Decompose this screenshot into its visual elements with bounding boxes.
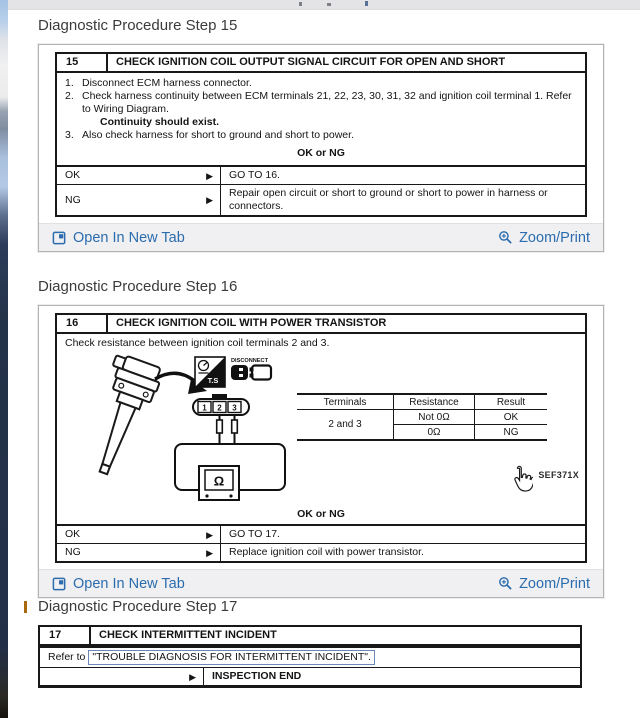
instruction-text: Check resistance between ignition coil terminals 2 and 3.	[65, 337, 330, 349]
table-header-row	[297, 394, 547, 410]
link-label: Zoom/Print	[519, 575, 590, 592]
svg-text:3: 3	[232, 403, 237, 413]
col-header: Result	[475, 394, 548, 410]
coil-connector-pins	[193, 394, 249, 415]
ok-row	[57, 524, 585, 543]
resistance-result-table	[297, 393, 547, 441]
diagnostic-table-step16	[55, 313, 587, 563]
step-number: 16	[57, 315, 108, 332]
refer-row	[40, 646, 580, 667]
item-number: 2.	[65, 90, 74, 102]
item-number: 1.	[65, 77, 74, 89]
item-text: Check harness continuity between ECM terminals 21, 22, 23, 30, 31, 32 and ignition coil terminal 1. Refer to Wiring Diagram.	[82, 90, 572, 115]
section-step15	[38, 16, 604, 252]
zoom-print-link[interactable]	[498, 576, 590, 592]
table-header-row	[40, 627, 580, 646]
result-cell	[57, 526, 221, 543]
arrow-right-icon: ▶	[206, 529, 213, 540]
link-label: Zoom/Print	[519, 229, 590, 246]
col-header: Resistance	[394, 394, 475, 410]
link-label: Open In New Tab	[73, 575, 185, 592]
inspection-end-row	[40, 667, 580, 685]
section-step16	[38, 277, 604, 598]
diagnostic-table-step15	[55, 52, 587, 217]
link-label: Open In New Tab	[73, 229, 185, 246]
mouse-cursor-hand	[507, 465, 533, 495]
svg-text:DISCONNECT: DISCONNECT	[231, 358, 268, 364]
step-heading: CHECK INTERMITTENT INCIDENT	[99, 629, 277, 641]
figure-reference-code: SEF371X	[538, 470, 579, 480]
resistance-cell: Not 0Ω	[394, 410, 475, 425]
left-window-edge	[0, 0, 8, 718]
instruction-item	[65, 90, 577, 116]
result-cell	[40, 668, 204, 685]
col-header: Terminals	[297, 394, 394, 410]
section-step17	[38, 597, 604, 688]
action-text: Repair open circuit or short to ground or short to power in harness or connectors.	[229, 187, 548, 212]
result-cell: NG	[475, 425, 548, 441]
ignition-coil-drawing	[77, 353, 164, 480]
emphasis-line: Continuity should exist.	[100, 116, 220, 128]
result-cell	[57, 185, 221, 215]
ng-row	[57, 543, 585, 561]
ng-row	[57, 184, 585, 215]
table-row	[297, 410, 547, 425]
text-caret-artifact	[24, 601, 27, 613]
card-footer	[39, 223, 603, 251]
disconnect-icon	[231, 358, 271, 380]
arrow-right-icon: ▶	[206, 547, 213, 558]
ok-label: OK	[65, 528, 81, 540]
refer-prefix: Refer to	[48, 651, 86, 663]
arrow-right-icon: ▶	[206, 170, 213, 181]
resistance-cell: 0Ω	[394, 425, 475, 441]
arrow-right-icon: ▶	[189, 671, 196, 682]
ohmmeter-circuit	[175, 415, 285, 500]
table-header-row	[57, 54, 585, 73]
ng-label: NG	[65, 193, 81, 206]
ok-row	[57, 165, 585, 184]
ok-or-ng-label: OK or NG	[297, 147, 345, 159]
procedure-card	[38, 305, 604, 598]
step-heading: CHECK IGNITION COIL WITH POWER TRANSISTOR	[116, 317, 387, 329]
result-cell: OK	[475, 410, 548, 425]
zoom-icon	[498, 230, 513, 245]
result-cell	[57, 544, 221, 561]
section-title: Diagnostic Procedure Step 16	[38, 278, 238, 295]
svg-text:2: 2	[217, 403, 222, 413]
section-title: Diagnostic Procedure Step 17	[38, 598, 238, 615]
ts-probe-icon	[195, 357, 225, 387]
action-text: Replace ignition coil with power transistor.	[229, 546, 424, 558]
svg-text:1: 1	[202, 403, 207, 413]
refer-link[interactable]: "TROUBLE DIAGNOSIS FOR INTERMITTENT INCIDENT".	[88, 650, 375, 665]
scanned-document	[39, 306, 603, 569]
toolbar-text-fragment	[365, 1, 368, 6]
ok-or-ng-label: OK or NG	[297, 508, 345, 520]
ok-label: OK	[65, 169, 81, 181]
terminals-cell: 2 and 3	[297, 410, 394, 441]
procedure-card	[38, 44, 604, 252]
action-text: GO TO 17.	[229, 528, 280, 540]
open-in-new-tab-icon	[52, 230, 67, 245]
step-number: 17	[40, 627, 91, 644]
item-number: 3.	[65, 129, 74, 141]
scanned-document	[39, 45, 603, 223]
card-footer	[39, 569, 603, 597]
ng-label: NG	[65, 546, 81, 558]
instruction-item	[65, 129, 577, 142]
open-in-new-tab-link[interactable]	[52, 230, 185, 246]
instruction-item	[65, 77, 577, 90]
table-header-row	[57, 315, 585, 334]
svg-text:Ω: Ω	[213, 473, 225, 489]
open-in-new-tab-link[interactable]	[52, 576, 185, 592]
toolbar-text-fragment	[327, 3, 331, 6]
step-number: 15	[57, 54, 108, 71]
action-text: GO TO 16.	[229, 169, 280, 181]
ignition-coil-diagram	[57, 353, 327, 503]
zoom-icon	[498, 576, 513, 591]
diagnostic-table-step17	[38, 625, 582, 688]
instructions	[57, 73, 585, 165]
result-cell	[57, 167, 221, 184]
top-toolbar-edge	[0, 0, 640, 10]
toolbar-text-fragment	[299, 2, 302, 6]
zoom-print-link[interactable]	[498, 230, 590, 246]
section-title: Diagnostic Procedure Step 15	[38, 17, 238, 34]
svg-text:T.S: T.S	[207, 376, 219, 385]
step-heading: CHECK IGNITION COIL OUTPUT SIGNAL CIRCUIT FOR OPEN AND SHORT	[116, 56, 506, 68]
open-in-new-tab-icon	[52, 576, 67, 591]
item-text: Disconnect ECM harness connector.	[82, 77, 252, 89]
wiring-diagram	[57, 353, 585, 503]
action-text: INSPECTION END	[212, 670, 302, 682]
item-text: Also check harness for short to ground and short to power.	[82, 129, 354, 141]
arrow-right-icon: ▶	[206, 195, 213, 205]
